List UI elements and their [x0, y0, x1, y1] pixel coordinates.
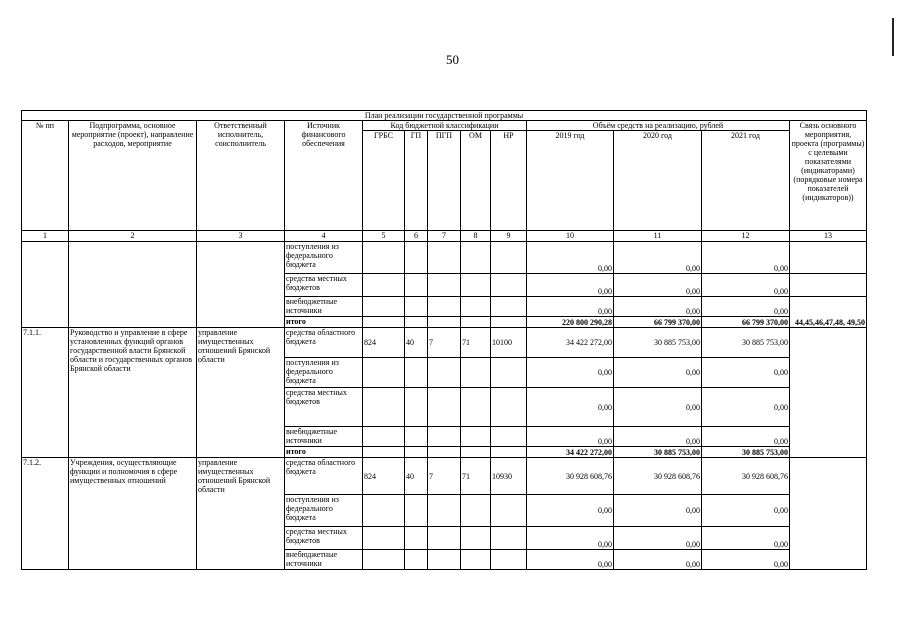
table-row: [22, 328, 867, 358]
value-cell: 0,00: [614, 242, 702, 274]
value-cell: 30 885 753,00: [614, 328, 702, 358]
value-cell: 0,00: [527, 550, 614, 570]
col-num: 9: [491, 231, 527, 242]
value-cell: 34 422 272,00: [527, 328, 614, 358]
executor-name: управление имущественных отношений Брянской области: [197, 458, 285, 570]
value-cell: 0,00: [702, 388, 790, 427]
gp-cell: 40: [405, 458, 428, 495]
value-cell: 0,00: [614, 274, 702, 297]
value-cell: 30 885 753,00: [702, 328, 790, 358]
page-number: 50: [446, 52, 459, 67]
col-num: 6: [405, 231, 428, 242]
header-2021: 2021 год: [702, 131, 790, 231]
value-cell: 0,00: [614, 495, 702, 527]
value-cell: 0,00: [614, 527, 702, 550]
value-cell: 0,00: [614, 297, 702, 317]
source-cell: средства местных бюджетов: [285, 274, 363, 297]
value-cell: 0,00: [702, 427, 790, 447]
total-cell: 34 422 272,00: [527, 447, 614, 458]
value-cell: 30 928 608,76: [527, 458, 614, 495]
value-cell: 0,00: [527, 388, 614, 427]
value-cell: 0,00: [527, 495, 614, 527]
activity-name: Учреждения, осуществляющие функции и полномочия в сфере имущественных отношений: [69, 458, 197, 570]
header-budget-code: Код бюджетной классификации: [363, 121, 527, 131]
pgp-cell: 7: [428, 328, 461, 358]
value-cell: 0,00: [527, 242, 614, 274]
source-cell: средства местных бюджетов: [285, 527, 363, 550]
total-cell: 66 799 370,00: [702, 317, 790, 328]
header-2019: 2019 год: [527, 131, 614, 231]
value-cell: 0,00: [702, 550, 790, 570]
value-cell: 0,00: [527, 297, 614, 317]
table-row: [22, 242, 867, 274]
header-funds: Объём средств на реализацию, рублей: [527, 121, 790, 131]
source-cell: поступления из федерального бюджета: [285, 242, 363, 274]
pgp-cell: 7: [428, 458, 461, 495]
col-num: 4: [285, 231, 363, 242]
value-cell: 0,00: [702, 495, 790, 527]
col-num: 8: [461, 231, 491, 242]
nr-cell: 10930: [491, 458, 527, 495]
value-cell: 0,00: [527, 274, 614, 297]
scan-edge-mark: [892, 18, 894, 56]
gp-cell: 40: [405, 328, 428, 358]
source-cell: поступления из федерального бюджета: [285, 495, 363, 527]
om-cell: 71: [461, 328, 491, 358]
value-cell: 0,00: [527, 527, 614, 550]
header-gp: ГП: [405, 131, 428, 231]
header-source: Источник финансового обеспечения: [285, 121, 363, 231]
value-cell: 0,00: [702, 274, 790, 297]
header-nr: НР: [491, 131, 527, 231]
activity-name: Руководство и управление в сфере установленных функций органов государственной власти Брянской области и государственных органов Брянской области: [69, 328, 197, 458]
nr-cell: 10100: [491, 328, 527, 358]
header-om: ОМ: [461, 131, 491, 231]
header-pgp: ПГП: [428, 131, 461, 231]
source-cell: внебюджетные источники: [285, 550, 363, 570]
value-cell: 0,00: [527, 358, 614, 388]
table-caption: План реализации государственной программы: [22, 111, 867, 121]
value-cell: 30 928 608,76: [614, 458, 702, 495]
value-cell: 0,00: [702, 242, 790, 274]
source-cell: внебюджетные источники: [285, 427, 363, 447]
header-grbs: ГРБС: [363, 131, 405, 231]
col-num: 13: [790, 231, 867, 242]
value-cell: 0,00: [614, 427, 702, 447]
table-row: [22, 458, 867, 495]
header-subprogram: Подпрограмма, основное мероприятие (проект), направление расходов, мероприятие: [69, 121, 197, 231]
grbs-cell: 824: [363, 328, 405, 358]
source-cell: средства областного бюджета: [285, 458, 363, 495]
value-cell: 0,00: [702, 297, 790, 317]
total-cell: 30 885 753,00: [702, 447, 790, 458]
total-label: итого: [285, 447, 363, 458]
indicator-link-cell: 44,45,46,47,48, 49,50: [790, 297, 867, 328]
row-number: 7.1.1.: [22, 328, 69, 458]
source-cell: внебюджетные источники: [285, 297, 363, 317]
total-label: итого: [285, 317, 363, 328]
value-cell: 0,00: [702, 527, 790, 550]
value-cell: 0,00: [614, 388, 702, 427]
value-cell: 0,00: [702, 358, 790, 388]
col-num: 1: [22, 231, 69, 242]
om-cell: 71: [461, 458, 491, 495]
col-num: 2: [69, 231, 197, 242]
total-cell: 30 885 753,00: [614, 447, 702, 458]
value-cell: 0,00: [614, 358, 702, 388]
caption-row: [22, 111, 867, 121]
row-number: 7.1.2.: [22, 458, 69, 570]
grbs-cell: 824: [363, 458, 405, 495]
value-cell: 30 928 608,76: [702, 458, 790, 495]
source-cell: средства местных бюджетов: [285, 388, 363, 427]
source-cell: средства областного бюджета: [285, 328, 363, 358]
header-num: № пп: [22, 121, 69, 231]
total-cell: 220 800 290,28: [527, 317, 614, 328]
value-cell: 0,00: [614, 550, 702, 570]
executor-name: управление имущественных отношений Брянской области: [197, 328, 285, 458]
header-link: Связь основного мероприятия, проекта (программы) с целевыми показателями (индикаторами) (порядковые номера показателей (индикаторов)): [790, 121, 867, 231]
total-cell: 66 799 370,00: [614, 317, 702, 328]
col-num: 7: [428, 231, 461, 242]
col-num: 10: [527, 231, 614, 242]
col-num: 3: [197, 231, 285, 242]
col-num: 11: [614, 231, 702, 242]
col-num: 12: [702, 231, 790, 242]
header-2020: 2020 год: [614, 131, 702, 231]
header-executor: Ответственный исполнитель, соисполнитель: [197, 121, 285, 231]
value-cell: 0,00: [527, 427, 614, 447]
header-row-1: [22, 121, 867, 131]
program-plan-table: [21, 110, 867, 570]
source-cell: поступления из федерального бюджета: [285, 358, 363, 388]
column-number-row: [22, 231, 867, 242]
col-num: 5: [363, 231, 405, 242]
